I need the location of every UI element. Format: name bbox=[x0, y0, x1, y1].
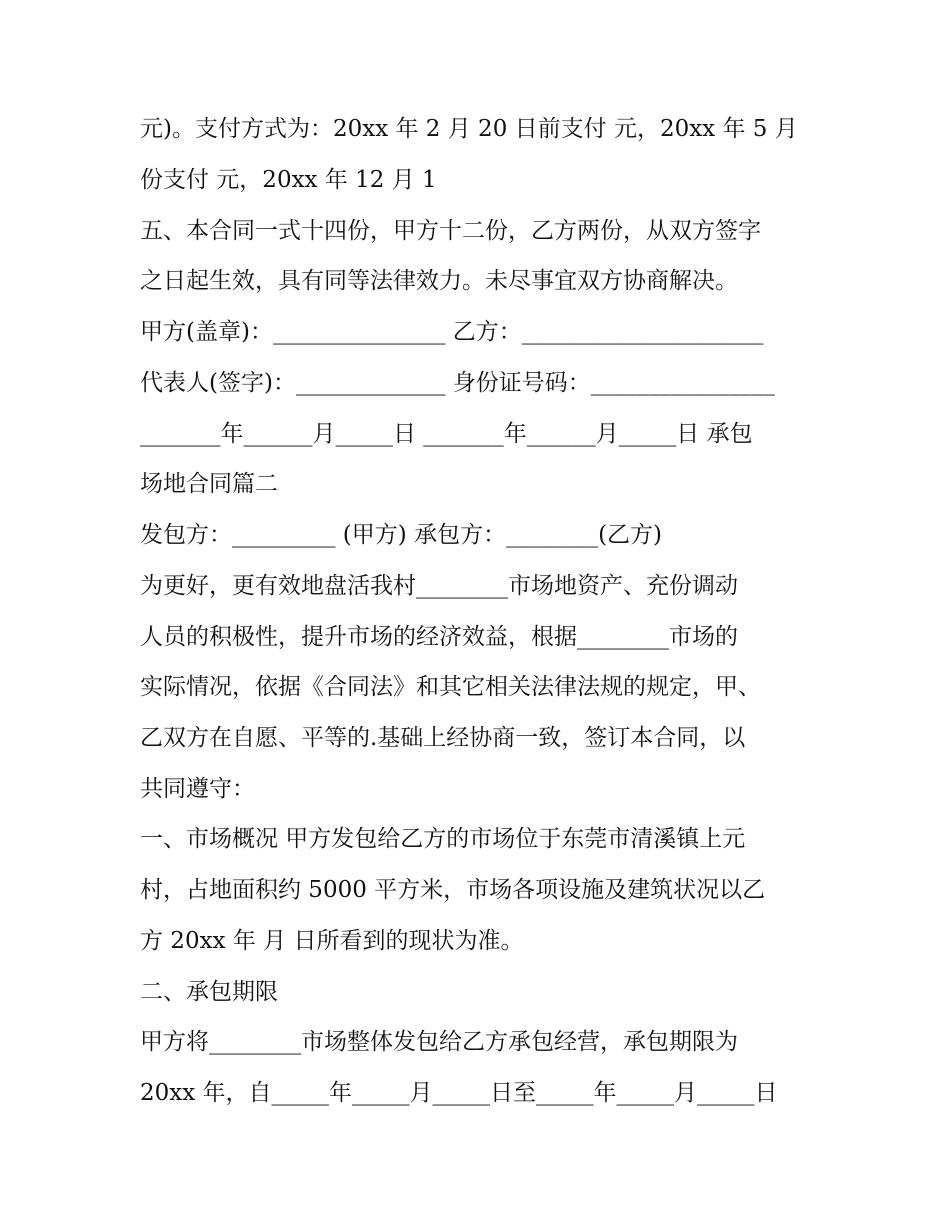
text-line: 五、本合同一式十四份，甲方十二份，乙方两份，从双方签字 bbox=[140, 218, 761, 244]
section-heading: 二、承包期限 bbox=[140, 979, 278, 1005]
text-line: 之日起生效，具有同等法律效力。未尽事宜双方协商解决。 bbox=[140, 268, 738, 294]
text-line: 甲方将________市场整体发包给乙方承包经营，承包期限为 bbox=[140, 1029, 738, 1055]
text-line: 人员的积极性，提升市场的经济效益，根据________市场的 bbox=[140, 624, 738, 650]
text-line: 20xx 年，自_____年_____月_____日至_____年_____月_____日 bbox=[140, 1080, 778, 1106]
parties-line: 发包方：_________ (甲方) 承包方：________(乙方) bbox=[140, 522, 663, 548]
section-title: 场地合同篇二 bbox=[140, 471, 278, 497]
text-line: 实际情况，依据《合同法》和其它相关法律法规的规定，甲、 bbox=[140, 674, 761, 700]
text-line: 共同遵守： bbox=[140, 776, 255, 802]
text-line: 村，占地面积约 5000 平方米，市场各项设施及建筑状况以乙 bbox=[140, 877, 766, 903]
signature-line-party-a: 甲方(盖章)：_______________ 乙方：_____________________ bbox=[140, 319, 764, 345]
text-line: 方 20xx 年 月 日所看到的现状为准。 bbox=[140, 928, 524, 954]
date-line: _______年______月_____日 _______年______月_____日 承包 bbox=[140, 421, 753, 447]
signature-line-representative: 代表人(签字)：_____________ 身份证号码：________________ bbox=[140, 370, 775, 396]
text-line: 元)。支付方式为：20xx 年 2 月 20 日前支付 元，20xx 年 5 月 bbox=[140, 116, 798, 142]
text-line: 为更好，更有效地盘活我村________市场地资产、充份调动 bbox=[140, 573, 738, 599]
text-line: 乙双方在自愿、平等的.基础上经协商一致，签订本合同，以 bbox=[140, 725, 746, 751]
text-line: 份支付 元，20xx 年 12 月 1 bbox=[140, 167, 437, 193]
text-line: 一、市场概况 甲方发包给乙方的市场位于东莞市清溪镇上元 bbox=[140, 826, 746, 852]
